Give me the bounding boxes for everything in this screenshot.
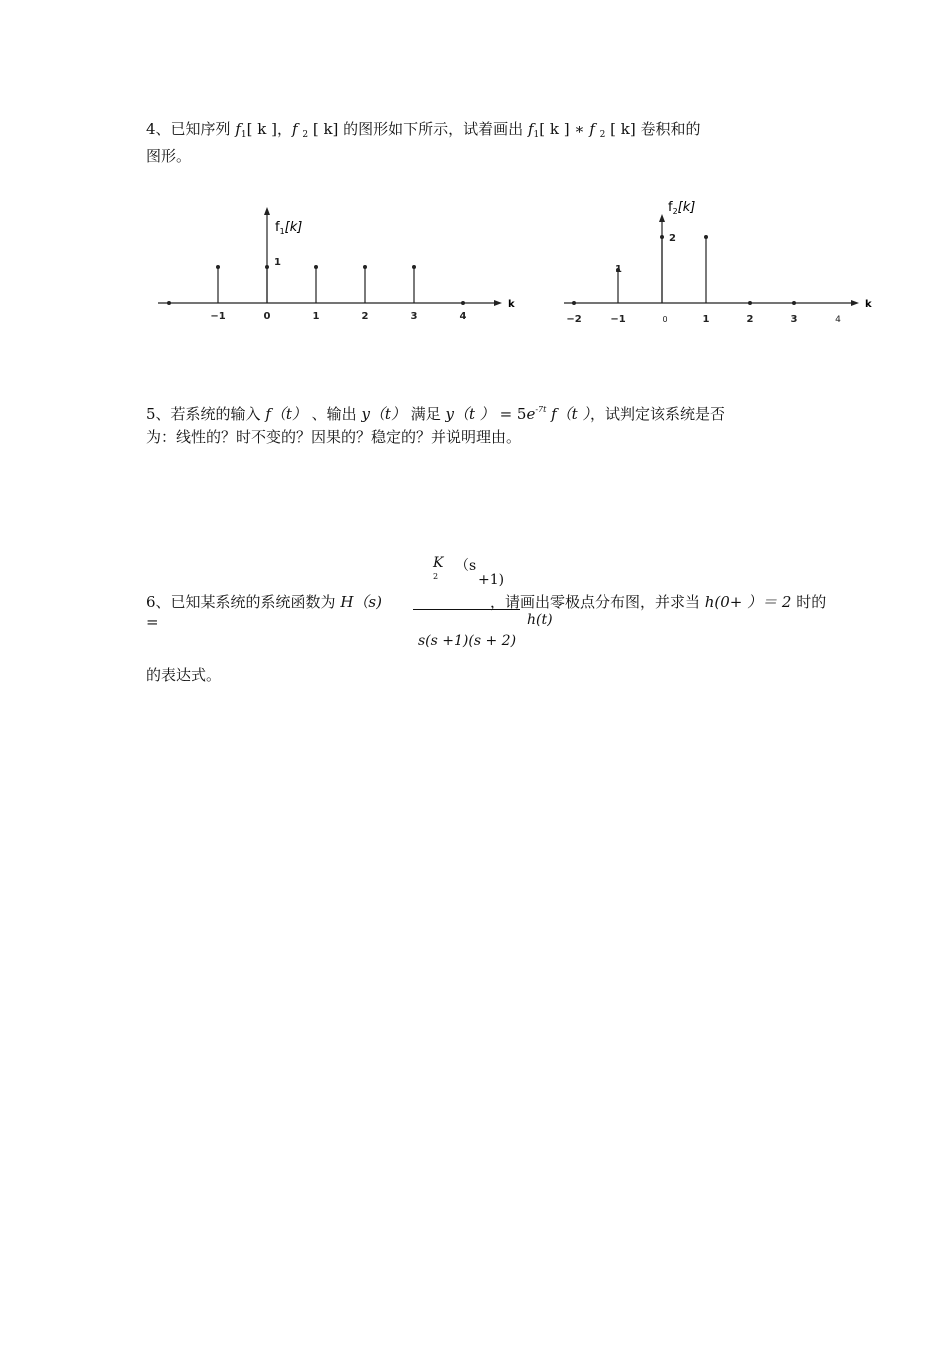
stem-point: [314, 265, 318, 269]
q5-part-b: 、输出: [306, 405, 362, 423]
q5-line2: 为：线性的？时不变的？因果的？稳定的？并说明理由。: [146, 428, 522, 446]
f2-stem-plot: [550, 190, 890, 330]
numerator-plus-one: +1): [478, 572, 505, 588]
comma: ，: [276, 120, 292, 138]
q4-middle: 的图形如下所示，试着画出: [338, 120, 528, 138]
tick-label: 4: [459, 311, 467, 322]
f1-argument: [ k ]: [246, 120, 277, 138]
q6-suffix2: 时的: [791, 593, 827, 611]
tick-label: 3: [790, 314, 798, 325]
stem-point: [216, 265, 220, 269]
f2-symbol: f: [291, 120, 298, 138]
x-axis-label: k: [865, 299, 872, 310]
f1-subscript: 1: [240, 130, 247, 140]
impulse-response: h(t): [527, 612, 553, 628]
stem-point: [660, 235, 664, 239]
conv-f1-symbol: f: [527, 120, 534, 138]
y-axis-arrow: [659, 214, 665, 222]
value-label: 1: [274, 257, 281, 268]
conv-f1-subscript: 1: [533, 130, 540, 140]
equals-sign: =: [146, 613, 159, 631]
stem-point: [265, 265, 269, 269]
tick-label: −1: [610, 314, 626, 325]
stem-point: [792, 301, 796, 305]
q5-part-c: 满足: [405, 405, 446, 423]
exp-power: -7t: [535, 405, 547, 414]
conv-f2-symbol: f: [589, 120, 595, 138]
tick-label: 0: [263, 311, 271, 322]
numerator-K: K: [433, 555, 444, 571]
f2-argument: [ k]: [312, 120, 339, 138]
value-label: 2: [669, 233, 676, 244]
q5-part-a: 5、若系统的输入: [146, 405, 266, 423]
conv-f2-argument: [ k]: [610, 120, 636, 138]
stem-point: [461, 301, 465, 305]
f1-symbol: f: [235, 120, 241, 138]
stem-point: [167, 301, 171, 305]
tick-label: −2: [566, 314, 582, 325]
conv-f1-argument: [ k ]: [539, 120, 570, 138]
tick-label: 0: [662, 315, 668, 324]
tick-label: −1: [210, 311, 226, 322]
value-label: 1: [615, 264, 622, 275]
tick-label: 1: [312, 311, 320, 322]
equation-f-t: f（t ）: [546, 405, 590, 423]
stem-point: [363, 265, 367, 269]
conv-f2-subscript: 2: [599, 130, 606, 140]
tick-label: 1: [702, 314, 710, 325]
equation-y-t: y（t ）: [445, 405, 495, 423]
q6-prefix: 6、已知某系统的系统函数为: [146, 593, 341, 611]
denominator: s(s +1)(s + 2): [418, 633, 517, 649]
f1-stem-plot: [150, 195, 530, 335]
stem-point: [412, 265, 416, 269]
convolution-star: ∗: [569, 120, 590, 138]
tick-label: 2: [746, 314, 754, 325]
x-axis-label: k: [508, 299, 515, 310]
tick-label: 2: [361, 311, 369, 322]
equation-equals: = 5: [494, 405, 527, 423]
x-axis-arrow: [494, 300, 502, 306]
stem-point: [572, 301, 576, 305]
q6-suffix: ，请画出零极点分布图，并求当: [489, 593, 705, 611]
stem-point: [748, 301, 752, 305]
q5-part-d: ，试判定该系统是否: [589, 405, 725, 423]
numerator-subscript: 2: [433, 572, 439, 581]
q4-line2: 图形。: [146, 147, 192, 165]
output-y-t: y（t）: [361, 405, 406, 423]
q4-line1: [146, 120, 701, 144]
initial-condition: h(0+ ）＝ 2: [704, 593, 792, 611]
plot-title: $f_2[k]$: [668, 200, 696, 216]
f2-subscript: 2: [302, 130, 309, 140]
plot-title: $f_1[k]$: [275, 220, 303, 236]
q4-prefix: 4、已知序列: [146, 120, 236, 138]
y-axis-arrow: [264, 207, 270, 215]
x-axis-arrow: [851, 300, 859, 306]
q4-suffix: 卷积和的: [635, 120, 701, 138]
q5-line1: [146, 401, 725, 423]
tick-label: 4: [835, 315, 841, 325]
exp-base: e: [526, 405, 536, 423]
input-f-t: f（t）: [265, 405, 307, 423]
stem-point: [704, 235, 708, 239]
q6-line3: 的表达式。: [146, 666, 222, 684]
system-function-H: H（s): [340, 593, 382, 611]
numerator-s: （s: [455, 558, 477, 574]
fraction-bar: [413, 609, 520, 610]
tick-label: 3: [410, 311, 418, 322]
